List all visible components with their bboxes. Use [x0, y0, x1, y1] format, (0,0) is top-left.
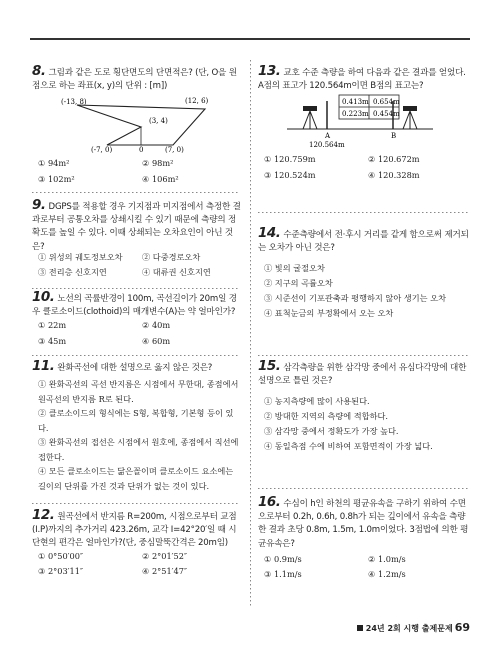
option[interactable]: ③ 전리층 신호지연 — [38, 267, 107, 277]
option[interactable]: ③ 1.1m/s — [264, 569, 302, 579]
top-rule — [30, 38, 470, 40]
separator — [258, 212, 470, 213]
fig-label: (-7, 0) — [91, 146, 113, 153]
option[interactable]: ① 완화곡선의 곡선 반지름은 시점에서 무한대, 종점에서 원곡선의 반지름 R로 된다. — [38, 379, 239, 404]
question-number: 9. — [32, 197, 46, 213]
level-instrument-icon — [403, 106, 417, 129]
option[interactable]: ① 120.759m — [264, 154, 316, 164]
question-15 — [258, 360, 470, 388]
question-text: 완화곡선에 대한 설명으로 옳지 않은 것은? — [57, 363, 213, 373]
separator — [258, 488, 470, 489]
question-16 — [258, 496, 470, 551]
separator — [32, 288, 240, 289]
option[interactable]: ④ 대류권 신호지연 — [142, 267, 211, 277]
option[interactable]: ④ 106m² — [142, 174, 179, 184]
reading: 0.223m — [342, 110, 369, 118]
point-label: A — [325, 132, 331, 140]
option[interactable]: ② 40m — [142, 320, 171, 330]
fig-label: (12, 6) — [185, 97, 209, 105]
option[interactable]: ② 클로소이드의 형식에는 S형, 복합형, 기본형 등이 있다. — [38, 408, 234, 433]
option[interactable]: ① 농지측량에 많이 사용된다. — [264, 396, 370, 406]
option[interactable]: ④ 동일측점 수에 비하여 포함면적이 가장 넓다. — [264, 441, 433, 451]
page-footer — [357, 621, 470, 634]
question-11 — [32, 360, 244, 375]
option[interactable]: ③ 120.524m — [264, 170, 316, 180]
option[interactable]: ④ 모든 클로소이드는 닮은꼴이며 클로소이드 요소에는 길이의 단위를 가진 것과 단위가 없는 것이 있다. — [38, 466, 234, 491]
question-text: 교호 수준 측량을 하여 다음과 같은 결과를 얻었다. A점의 표고가 120.564m이면 B점의 표고는? — [258, 68, 466, 92]
question-10 — [32, 291, 244, 319]
page-number: 69 — [454, 621, 470, 634]
reading: 0.654m — [373, 98, 400, 106]
option[interactable]: ② 지구의 곡률오차 — [264, 278, 333, 288]
option[interactable]: ① 위성의 궤도정보오차 — [38, 252, 123, 262]
option[interactable]: ② 120.672m — [368, 154, 420, 164]
option[interactable]: ③ 시준선이 기포관축과 평행하지 않아 생기는 오차 — [264, 293, 446, 303]
separator — [32, 355, 240, 356]
question-8 — [32, 65, 244, 93]
option[interactable]: ② 98m² — [142, 158, 174, 168]
option[interactable]: ② 방대한 지역의 측량에 적합하다. — [264, 411, 389, 421]
question-number: 11. — [32, 358, 55, 374]
question-13 — [258, 65, 470, 93]
question-12 — [32, 509, 244, 551]
option[interactable]: ③ 완화곡선의 접선은 시점에서 원호에, 종점에서 직선에 접한다. — [38, 437, 239, 462]
question-number: 10. — [32, 289, 55, 305]
fig-label: (3, 4) — [149, 117, 168, 125]
question-text: 원곡선에서 반지름 R=200m, 시점으로부터 교점(I.P)까지의 추가거리 423.26m, 교각 I=42°20′일 때 시단현의 편각은 얼마인가?(단, 중심말뚝간격은 20m임) — [32, 512, 237, 549]
question-text: DGPS를 적용할 경우 기지점과 미지점에서 측정한 결과로부터 공통오차를 상쇄시킬 수 있기 때문에 측량의 정확도를 높일 수 있다. 이때 상쇄되는 오차요인이 아닌 것은? — [32, 202, 241, 252]
question-text: 삼각측량을 위한 삼각망 중에서 유심다각망에 대한 설명으로 틀린 것은? — [258, 363, 467, 387]
question-text: 수심이 h인 하천의 평균유속을 구하기 위하여 수면으로부터 0.2h, 0.6h, 0.8h가 되는 깊이에서 유속을 측량한 결과 초당 0.8m, 1.5m, 1.0m이었다. 3점법에 의한 평균유속은? — [258, 499, 469, 549]
fig-label: (-13, 8) — [61, 98, 87, 106]
option[interactable]: ① 22m — [38, 320, 67, 330]
option[interactable]: ③ 45m — [38, 336, 67, 346]
leveling-figure — [285, 93, 435, 149]
reading: 0.454m — [373, 110, 400, 118]
option[interactable]: ① 0°50′00″ — [38, 551, 83, 561]
separator — [32, 503, 240, 504]
footer-label: 24년 2회 시행 출제문제 — [365, 624, 453, 633]
reading: 0.413m — [342, 98, 369, 106]
level-instrument-icon — [303, 106, 317, 129]
question-14 — [258, 227, 470, 255]
question-text: 그림과 같은 도로 횡단면도의 단면적은? (단, O을 원점으로 하는 좌표(x, y)의 단위 : [m]) — [32, 68, 237, 92]
fig-label: (7, 0) — [165, 146, 184, 153]
option[interactable]: ③ 2°03′11″ — [38, 566, 83, 576]
elevation-label: 120.564m — [309, 141, 345, 149]
option[interactable]: ④ 1.2m/s — [368, 569, 406, 579]
question-text: 노선의 곡률반경이 100m, 곡선길이가 20m일 경우 클로소이드(clothoid)의 매개변수(A)는 약 얼마인가? — [32, 294, 237, 318]
option[interactable]: ① 94m² — [38, 158, 70, 168]
option[interactable]: ② 다중경로오차 — [142, 252, 201, 262]
question-number: 15. — [258, 358, 281, 374]
separator — [32, 192, 240, 193]
separator — [258, 355, 470, 356]
square-bullet-icon — [357, 625, 363, 631]
option[interactable]: ③ 삼각망 중에서 정확도가 가장 높다. — [264, 426, 399, 436]
option[interactable]: ④ 60m — [142, 336, 171, 346]
option[interactable]: ④ 2°51′47″ — [142, 566, 187, 576]
option[interactable]: ③ 102m² — [38, 174, 75, 184]
question-number: 16. — [258, 494, 281, 510]
question-9 — [32, 199, 244, 254]
question-text: 수준측량에서 전·후시 거리를 같게 함으로써 제거되는 오차가 아닌 것은? — [258, 230, 469, 254]
question-number: 8. — [32, 63, 46, 79]
question-number: 14. — [258, 225, 281, 241]
option[interactable]: ④ 120.328m — [368, 170, 420, 180]
option[interactable]: ② 2°01′52″ — [142, 551, 187, 561]
option[interactable]: ① 빛의 굴절오차 — [264, 263, 325, 273]
question-number: 12. — [32, 507, 55, 523]
fig-label: 0 — [139, 146, 144, 153]
option[interactable]: ④ 표척눈금의 부정확에서 오는 오차 — [264, 308, 394, 318]
road-cross-section-figure — [55, 95, 225, 153]
option[interactable]: ① 0.9m/s — [264, 554, 302, 564]
point-label: B — [391, 132, 397, 140]
question-number: 13. — [258, 63, 281, 79]
column-divider — [250, 60, 251, 608]
option[interactable]: ② 1.0m/s — [368, 554, 406, 564]
